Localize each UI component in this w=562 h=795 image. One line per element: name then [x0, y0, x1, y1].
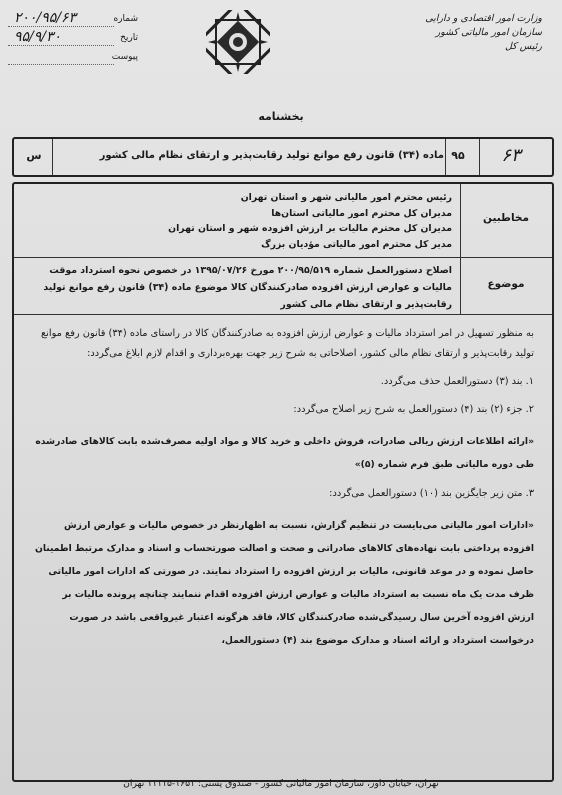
- number-label: شماره: [113, 14, 138, 24]
- attachment-line: [8, 64, 114, 65]
- subject-line-text: ماده (۳۴) قانون رفع موانع تولید رقابت‌پذیر و ارتقای نظام مالی کشور: [99, 150, 444, 161]
- attachment-label: پیوست: [111, 52, 138, 62]
- letter-body-box: [12, 182, 554, 782]
- topic-label: موضوع: [487, 278, 525, 290]
- divider: [14, 314, 552, 315]
- addressee-item: مدیر کل محترم امور مالیاتی مؤدیان بزرگ: [261, 238, 452, 250]
- amended-text: «ارائه اطلاعات ارزش ریالی صادرات، فروش داخلی و خرید کالا و مواد اولیه مصرف‌شده بابت کالاهای صادرشده طی دوره مالیاتی طبق فرم شماره (۵)»: [35, 436, 534, 470]
- addressee-item: مدیران کل محترم مالیات بر ارزش افزوده شهر و استان تهران: [168, 223, 452, 234]
- divider: [52, 139, 53, 175]
- ministry-block: [382, 12, 542, 54]
- replacement-text: «ادارات امور مالیاتی می‌بایست در تنظیم گزارش، نسبت به اظهارنظر در خصوص مالیات و عوارض ارزش افزوده پرداختی بابت نهاده‌های کالاهای صادراتی و صحت و اصالت صورتحساب و اسناد و مدارک مرتبط اطمینان حاصل نموده و در موعد قانونی، مالیات بر ارزش افزوده را استرداد نمایند. در صورتی که ادارات امور مالیاتی ظرف مدت یک ماه نسبت به استرداد مالیات و عوارض ارزش افزوده اقدام ننمایند چنانچه پرونده مالیات بر ارزش افزوده آخرین سال رسیدگی‌شده صادرکنندگان کالا، فاقد هرگونه اعتبار غیرواقعی باشد در صورت درخواست استرداد و ارائه اسناد و مدارک موضوع بند (۴) دستورالعمل،: [34, 520, 534, 646]
- document-title: بخشنامه: [258, 110, 304, 123]
- organization-line: سازمان امور مالیاتی کشور: [435, 27, 542, 38]
- emblem-icon: [206, 10, 270, 74]
- ministry-line: وزارت امور اقتصادی و دارایی: [425, 13, 542, 24]
- clause-item: ۲. جزء (۲) بند (۴) دستورالعمل به شرح زیر اصلاح می‌گردد:: [293, 404, 534, 415]
- head-line: رئیس کل: [505, 41, 542, 52]
- date-label: تاریخ: [120, 33, 138, 43]
- addressees-label: مخاطبین: [483, 212, 529, 224]
- addressee-item: رئیس محترم امور مالیاتی شهر و استان تهران: [240, 192, 452, 203]
- reference-block: [8, 10, 138, 67]
- divider: [460, 184, 461, 314]
- addressee-item: مدیران کل محترم امور مالیاتی استان‌ها: [271, 207, 452, 219]
- divider: [14, 257, 552, 258]
- number-row: [8, 10, 138, 29]
- circular-code: ۶۳: [501, 145, 521, 166]
- date-value: ۹۵/۹/۳۰: [14, 29, 62, 45]
- topic-text: اصلاح دستورالعمل شماره ۲۰۰/۹۵/۵۱۹ مورخ ۱۳۹۵/۰۷/۲۶ در خصوص نحوه استرداد موقت مالیات و عوارض ارزش افزوده صادرکنندگان کالا موضوع ماده (۳۴) قانون رفع موانع تولید رقابت‌پذیر و ارتقای نظام مالی کشور: [43, 265, 452, 310]
- intro-paragraph: به منظور تسهیل در امر استرداد مالیات و عوارض ارزش افزوده به صادرکنندگان کالا در راستای ماده (۳۴) قانون رفع موانع تولید رقابت‌پذیر و ارتقای نظام مالی کشور، اصلاحاتی به شرح زیر جهت بهره‌برداری و اقدام لازم ابلاغ می‌گردد:: [40, 328, 534, 359]
- circular-year: ۹۵: [451, 149, 465, 162]
- date-line: [8, 45, 114, 46]
- subject-line-box: [12, 137, 554, 177]
- subject-line-suffix: س: [26, 149, 42, 162]
- footer-address: تهران، خیابان داور، سازمان امور مالیاتی کشور - صندوق پستی: ۱۶۵۱-۱۱۱۱۵ تهران: [123, 778, 439, 789]
- number-value: ۲۰۰/۹۵/۶۳: [14, 10, 77, 26]
- letter-body: [34, 324, 534, 652]
- attachment-row: [8, 48, 138, 67]
- number-line: [8, 26, 114, 27]
- clause-item: ۱. بند (۳) دستورالعمل حذف می‌گردد.: [380, 376, 534, 387]
- date-row: [8, 29, 138, 48]
- addressees-list: [24, 190, 452, 252]
- clause-item: ۳. متن زیر جایگزین بند (۱۰) دستورالعمل می‌گردد:: [329, 488, 534, 499]
